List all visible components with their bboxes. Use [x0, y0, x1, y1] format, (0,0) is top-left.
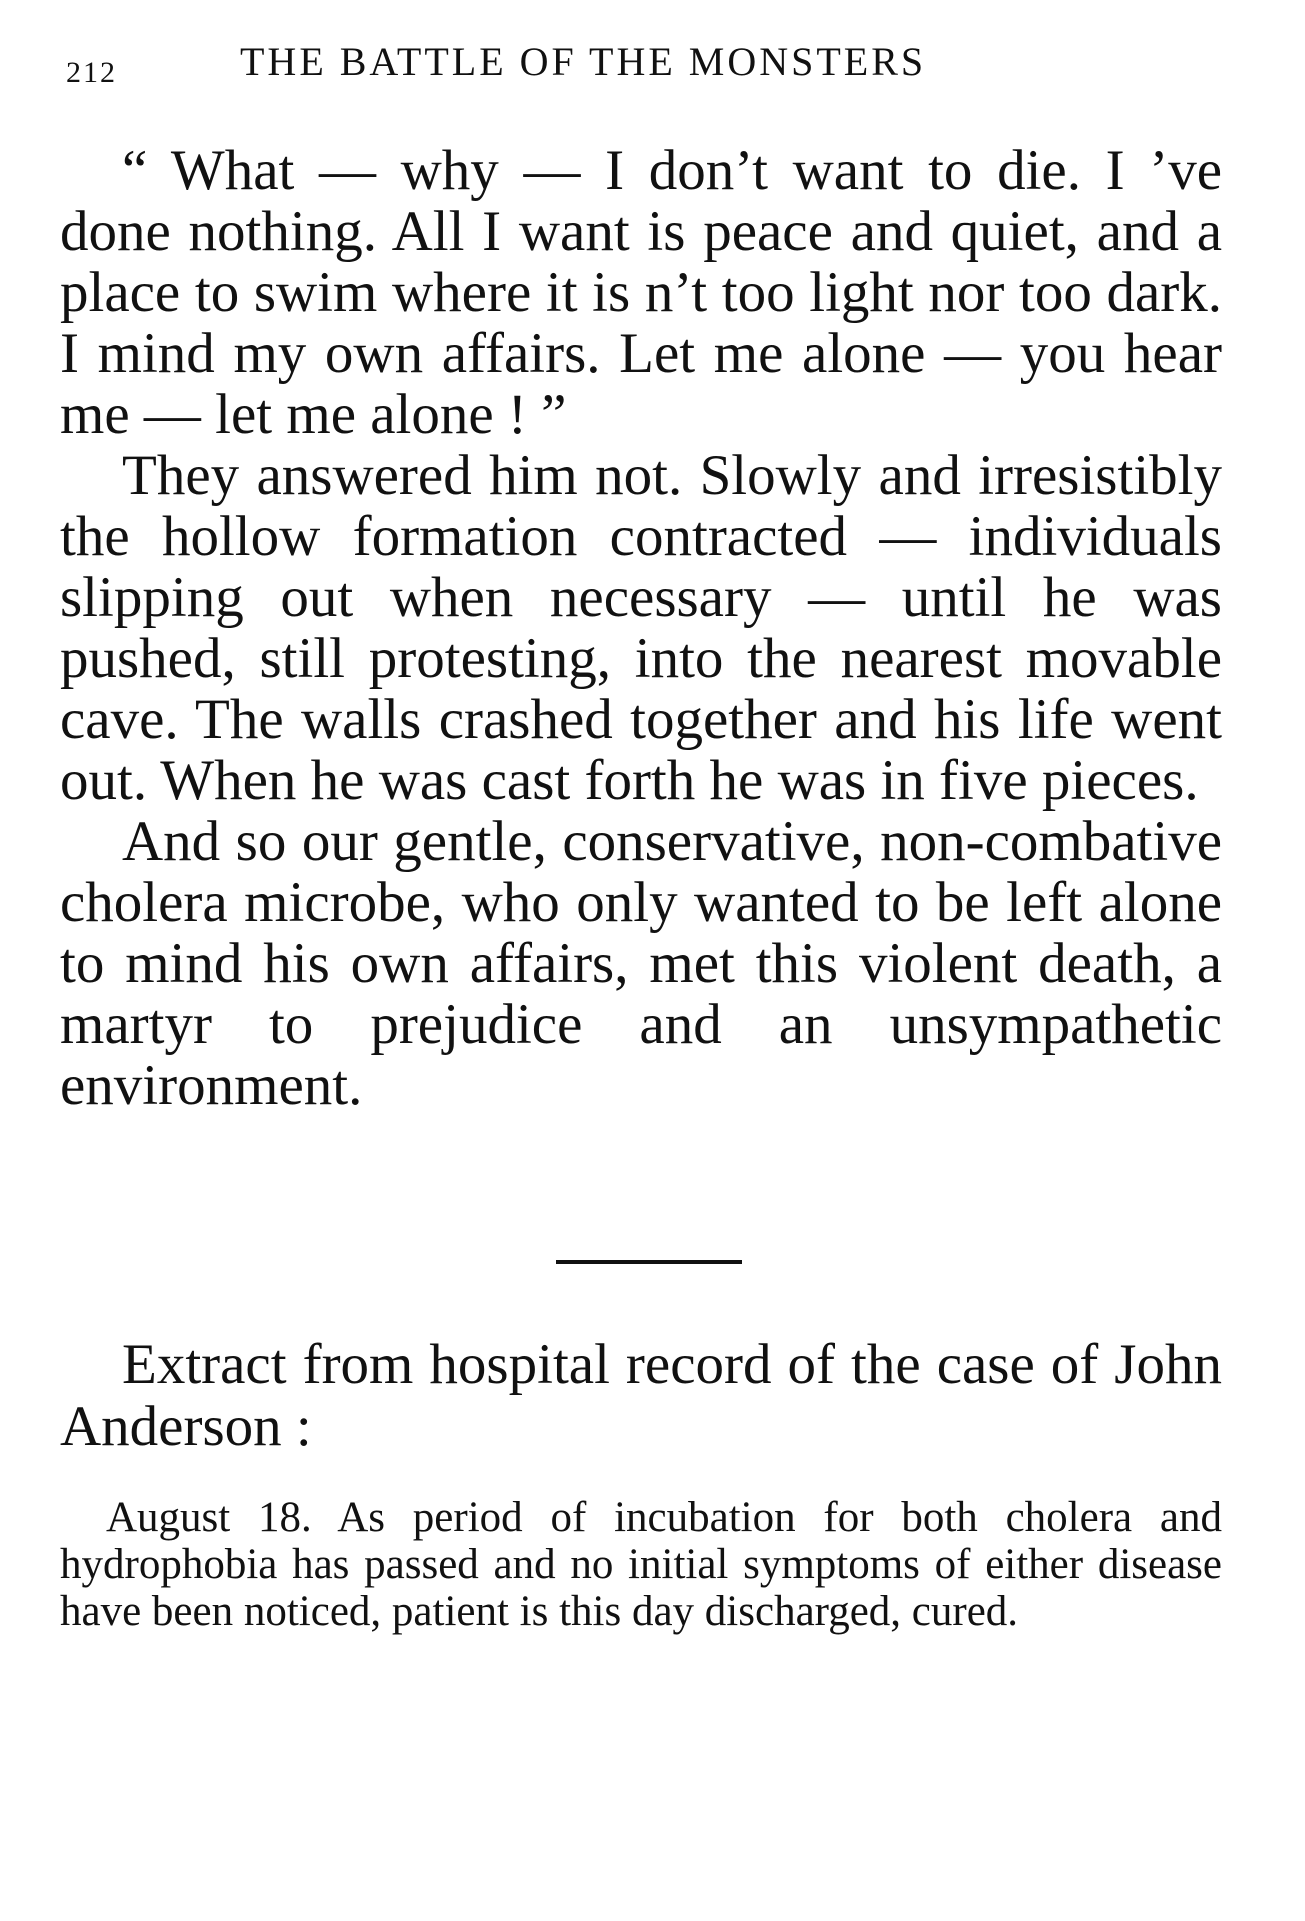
running-head [66, 38, 1226, 98]
paragraph-conclusion: And so our gentle, conservative, non-combative cholera microbe, who only wanted to be left alone to mind his own affairs, met this violent death, a martyr to prejudice and an unsympathetic environment. [60, 810, 1222, 1117]
paragraph-dialogue: “ What — why — I don’t want to die. I ’ve done nothing. All I want is peace and quiet, and a place to swim where it is n’t too light nor too dark. I mind my own affairs. Let me alone — you hear me — let me alone ! ” [60, 139, 1222, 446]
hospital-record-entry: August 18. As period of incubation for both cholera and hydrophobia has passed and no initial symptoms of either disease have been noticed, patient is this day discharged, cured. [60, 1494, 1222, 1635]
body-text [60, 140, 1222, 1116]
section-divider [556, 1260, 742, 1264]
paragraph-contraction: They answered him not. Slowly and irresistibly the hollow formation contracted — individuals slipping out when necessary — until he was pushed, still protesting, into the nearest movable cave. The walls crashed together and his life went out. When he was cast forth he was in five pieces. [60, 444, 1222, 812]
extract-heading: Extract from hospital record of the case of John Anderson : [60, 1333, 1222, 1458]
running-title: THE BATTLE OF THE MONSTERS [240, 39, 927, 84]
page-number: 212 [66, 56, 117, 89]
